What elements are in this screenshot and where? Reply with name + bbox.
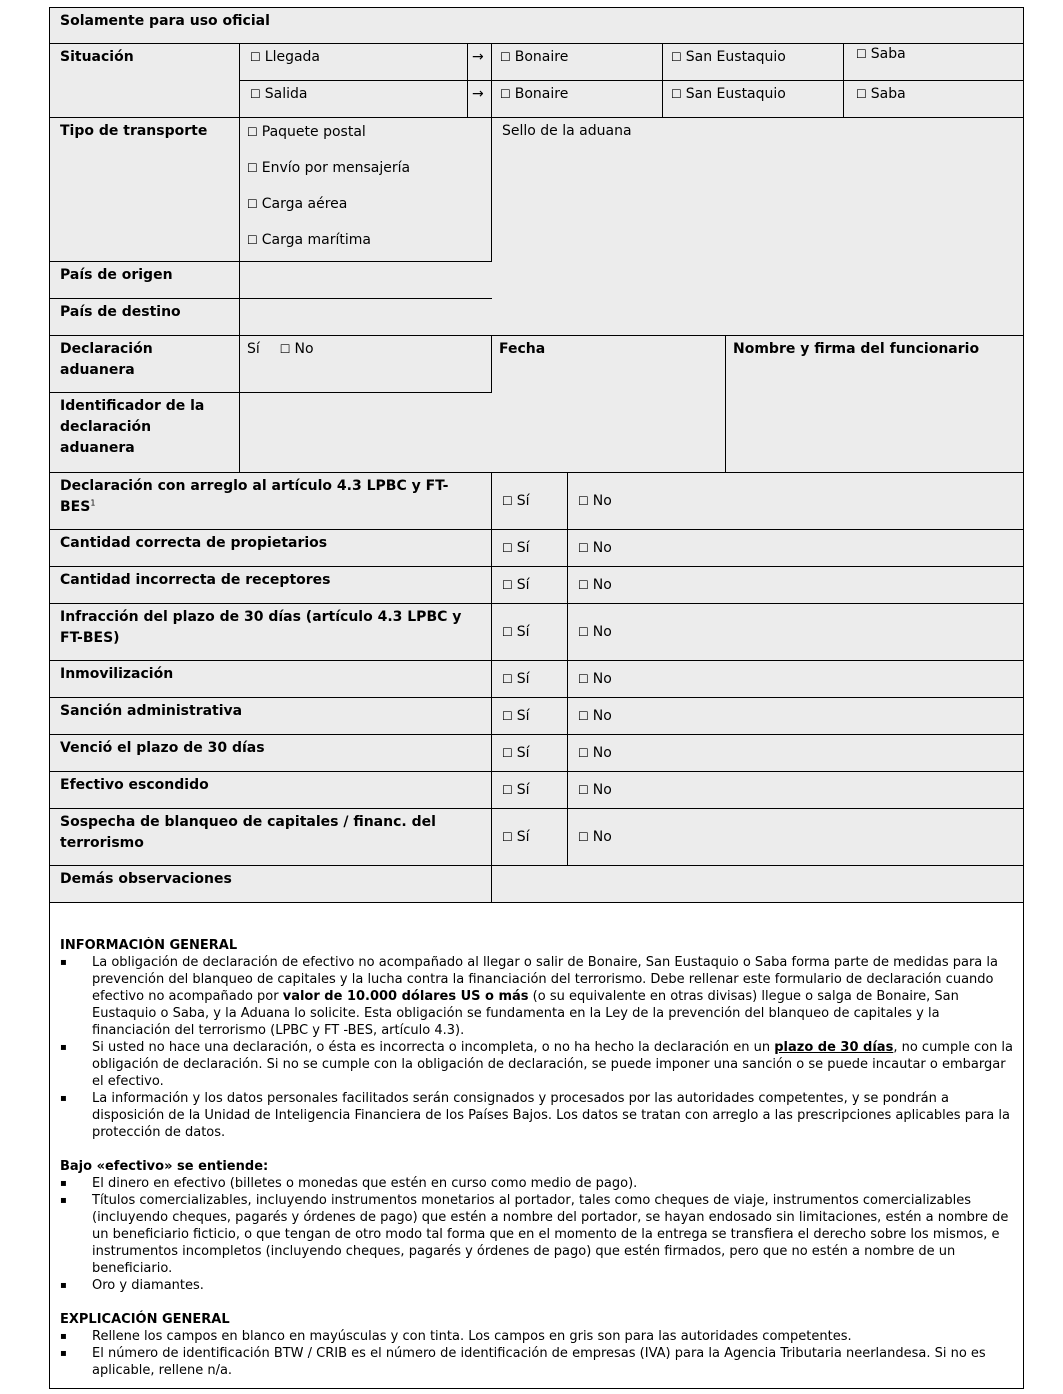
saba-label: Saba (870, 86, 906, 102)
situacion-label: Situación (60, 49, 134, 65)
question-no-option[interactable] (567, 566, 1024, 604)
list-item: ▪ El dinero en efectivo (billetes o monedas que estén en curso como medio de pago). (60, 1175, 1019, 1192)
yes-label: Sí (516, 829, 530, 845)
text: , no cumple con la obligación de declaración. Si no se cumple con la obligación de declaración, se puede imponer una sanción o se puede incautar o embargar el efectivo. (92, 1040, 1014, 1089)
question-label-cell (49, 660, 492, 698)
question-no-option[interactable] (567, 734, 1024, 772)
yes-label: Sí (516, 708, 530, 724)
question-label-cell (49, 529, 492, 567)
fecha-cell[interactable] (491, 335, 726, 473)
checkbox-icon[interactable]: ☐ (502, 672, 513, 686)
pais-destino-label: País de destino (60, 304, 181, 320)
llegada-san-eustaquio-option[interactable] (662, 43, 844, 81)
question-label: Declaración con arreglo al artículo 4.3 LPBC y FT-BES (60, 478, 449, 515)
checkbox-icon[interactable]: ☐ (502, 709, 513, 723)
arrow-cell-2 (467, 80, 492, 118)
question-yes-option[interactable] (491, 734, 568, 772)
question-label: Sospecha de blanqueo de capitales / financ. del terrorismo (60, 814, 436, 851)
declaracion-no-option[interactable]: No (294, 341, 314, 357)
no-label: No (592, 493, 612, 509)
question-yes-option[interactable] (491, 808, 568, 866)
observaciones-label: Demás observaciones (60, 871, 232, 887)
sello-aduana-cell[interactable] (491, 117, 1024, 335)
observaciones-field[interactable] (491, 865, 1024, 903)
checkbox-icon[interactable]: ☐ (250, 50, 261, 64)
pais-origen-field[interactable] (239, 261, 492, 299)
efectivo-list (60, 1175, 1019, 1294)
checkbox-icon[interactable]: ☐ (671, 50, 682, 64)
question-label: Sanción administrativa (60, 703, 243, 719)
bonaire-label: Bonaire (514, 86, 569, 102)
question-label-cell (49, 472, 492, 530)
question-label: Cantidad incorrecta de receptores (60, 572, 331, 588)
option-label: Carga marítima (261, 232, 372, 248)
blank-row (49, 902, 1024, 937)
checkbox-icon[interactable]: ☐ (247, 125, 258, 139)
llegada-option[interactable] (239, 43, 468, 81)
transporte-option-postal[interactable] (247, 121, 485, 157)
list-item: ▪ El número de identificación BTW / CRIB es el número de identificación de empresas (IVA) para la Agencia Tributaria neerlandesa. Si no es aplicable, rellene n/a. (60, 1345, 1019, 1379)
question-label-cell (49, 603, 492, 661)
text: (o su equivalente en otras divisas) llegue o salga de Bonaire, San Eustaquio o Saba, y la Aduana lo solicite. Esta obligación se fundamenta en la Ley de la prevención del blanqueo de capitales y la financiación del terrorismo (LPBC y FT -BES, artículo 4.3). (92, 989, 959, 1038)
bonaire-label: Bonaire (514, 49, 569, 65)
checkbox-icon[interactable]: ☐ (502, 830, 513, 844)
checkbox-icon[interactable]: ☐ (247, 161, 258, 175)
nombre-firma-label: Nombre y firma del funcionario (733, 341, 980, 357)
no-label: No (592, 829, 612, 845)
transporte-option-maritima[interactable] (247, 229, 485, 262)
llegada-bonaire-option[interactable] (491, 43, 663, 81)
identificador-label-cell (49, 392, 240, 473)
transporte-label: Tipo de transporte (60, 123, 208, 139)
no-label: No (592, 577, 612, 593)
text: Si usted no hace una declaración, o ésta es incorrecta o incompleta, o no ha hecho la declaración en un (92, 1040, 775, 1055)
question-no-option[interactable] (567, 529, 1024, 567)
llegada-saba-option[interactable] (843, 43, 1024, 81)
identificador-label: Identificador de la declaración aduanera (60, 398, 205, 456)
question-yes-option[interactable] (491, 697, 568, 735)
pais-destino-field[interactable] (239, 298, 492, 336)
sello-aduana-label: Sello de la aduana (502, 123, 632, 139)
checkbox-icon[interactable]: ☐ (279, 342, 291, 356)
transporte-options-cell (239, 117, 492, 262)
no-label: No (592, 782, 612, 798)
checkbox-icon[interactable]: ☐ (502, 746, 513, 760)
nombre-firma-cell[interactable] (725, 335, 1024, 473)
checkbox-icon[interactable]: ☐ (250, 87, 261, 101)
question-label: Inmovilización (60, 666, 174, 682)
list-item: ▪ La información y los datos personales facilitados serán consignados y procesados por las autoridades competentes, y se pondrán a disposición de la Unidad de Inteligencia Financiera de los Países Bajos. Los datos se tratan con arreglo a las prescripciones aplicables para la protección de datos. (60, 1090, 1019, 1141)
checkbox-icon[interactable]: ☐ (578, 494, 589, 508)
question-label-cell (49, 566, 492, 604)
yes-label: Sí (516, 540, 530, 556)
question-no-option[interactable] (567, 603, 1024, 661)
fecha-label: Fecha (499, 341, 546, 357)
list-item: ▪ Rellene los campos en blanco en mayúsculas y con tinta. Los campos en gris son para las autoridades competentes. (60, 1328, 1019, 1345)
salida-label: Salida (264, 86, 308, 102)
explicacion-list (60, 1328, 1019, 1379)
efectivo-title: Bajo «efectivo» se entiende: (60, 1159, 269, 1174)
no-label: No (592, 745, 612, 761)
question-label: Cantidad correcta de propietarios (60, 535, 328, 551)
checkbox-icon[interactable]: ☐ (500, 87, 511, 101)
checkbox-icon[interactable]: ☐ (247, 233, 258, 247)
yes-label: Sí (516, 493, 530, 509)
checkbox-icon[interactable]: ☐ (578, 625, 589, 639)
no-label: No (592, 671, 612, 687)
yes-label: Sí (516, 624, 530, 640)
question-yes-option[interactable] (491, 566, 568, 604)
checkbox-icon[interactable]: ☐ (502, 494, 513, 508)
arrow-right-icon: → (472, 86, 484, 102)
explicacion-title: EXPLICACIÓN GENERAL (60, 1312, 230, 1327)
checkbox-icon[interactable]: ☐ (671, 87, 682, 101)
checkbox-icon[interactable]: ☐ (578, 709, 589, 723)
declaracion-options-cell (239, 335, 492, 393)
question-label-cell (49, 771, 492, 809)
list-item (60, 954, 1019, 1039)
list-item: ▪ Oro y diamantes. (60, 1277, 1019, 1294)
option-label: Carga aérea (261, 196, 348, 212)
yes-label: Sí (516, 745, 530, 761)
question-no-option[interactable] (567, 771, 1024, 809)
arrow-right-icon: → (472, 49, 484, 65)
situacion-label-cell (49, 43, 240, 118)
checkbox-icon[interactable]: ☐ (578, 830, 589, 844)
question-no-option[interactable] (567, 472, 1024, 530)
no-label: No (592, 540, 612, 556)
yes-label: Sí (516, 671, 530, 687)
saba-label: Saba (870, 46, 906, 62)
question-label: Venció el plazo de 30 días (60, 740, 265, 756)
declaracion-label-cell (49, 335, 240, 393)
checkbox-icon[interactable]: ☐ (502, 625, 513, 639)
yes-label: Sí (516, 782, 530, 798)
list-item: ▪ Títulos comercializables, incluyendo instrumentos monetarios al portador, tales como cheques de viaje, instrumentos comercializables (incluyendo cheques, pagarés y órdenes de pago) que estén a nombre del portador, se hayan endosado sin limitaciones, estén a nombre de un beneficiario ficticio, o que tengan de otro modo tal forma que en el momento de la entrega se transfiera el derecho sobre los mismos, e instrumentos incompletos (incluyendo cheques, pagarés y órdenes de pago) que estén firmados, pero que no estén a nombre de un beneficiario. (60, 1192, 1019, 1277)
checkbox-icon[interactable]: ☐ (502, 541, 513, 555)
general-info-title: INFORMACIÓN GENERAL (60, 938, 238, 953)
question-yes-option[interactable] (491, 660, 568, 698)
question-no-option[interactable] (567, 660, 1024, 698)
checkbox-icon[interactable]: ☐ (578, 578, 589, 592)
general-info-list (60, 954, 1019, 1141)
identificador-field[interactable] (239, 392, 492, 473)
declaracion-label: Declaración aduanera (60, 341, 153, 378)
checkbox-icon[interactable]: ☐ (856, 47, 867, 61)
question-label-cell (49, 697, 492, 735)
question-no-option[interactable] (567, 808, 1024, 866)
checkbox-icon[interactable]: ☐ (578, 783, 589, 797)
declaracion-si-option[interactable]: Sí (247, 341, 260, 357)
option-label: Paquete postal (261, 124, 366, 140)
transporte-option-mensajeria[interactable] (247, 157, 485, 193)
pais-origen-label-cell (49, 261, 240, 299)
question-yes-option[interactable] (491, 603, 568, 661)
checkbox-icon[interactable]: ☐ (578, 672, 589, 686)
san-eustaquio-label: San Eustaquio (685, 49, 786, 65)
question-label-cell (49, 734, 492, 772)
yes-label: Sí (516, 577, 530, 593)
text: La obligación de declaración de efectivo no acompañado al llegar o salir de Bonaire, San Eustaquio o Saba forma parte de medidas para la prevención del blanqueo de capitales y la lucha contra la financiación del terrorismo. Debe rellenar este formulario de declaración cuando efectivo no acompañado por (92, 955, 998, 1004)
checkbox-icon[interactable]: ☐ (500, 50, 511, 64)
salida-option[interactable] (239, 80, 468, 118)
transporte-label-cell (49, 117, 240, 262)
bold-text: valor de 10.000 dólares US o más (282, 989, 529, 1004)
pais-origen-label: País de origen (60, 267, 173, 283)
checkbox-icon[interactable]: ☐ (502, 783, 513, 797)
question-yes-option[interactable] (491, 771, 568, 809)
salida-saba-option[interactable] (843, 80, 1024, 118)
checkbox-icon[interactable]: ☐ (578, 746, 589, 760)
salida-bonaire-option[interactable] (491, 80, 663, 118)
header-title: Solamente para uso oficial (60, 13, 270, 29)
observaciones-label-cell (49, 865, 492, 903)
san-eustaquio-label: San Eustaquio (685, 86, 786, 102)
pais-destino-label-cell (49, 298, 240, 336)
underlined-text: plazo de 30 días (774, 1040, 894, 1055)
checkbox-icon[interactable]: ☐ (502, 578, 513, 592)
question-label-cell (49, 808, 492, 866)
question-no-option[interactable] (567, 697, 1024, 735)
general-information (50, 937, 1023, 1387)
checkbox-icon[interactable]: ☐ (856, 87, 867, 101)
question-yes-option[interactable] (491, 529, 568, 567)
transporte-option-aerea[interactable] (247, 193, 485, 229)
no-label: No (592, 708, 612, 724)
footnote-marker: 1 (90, 498, 96, 508)
arrow-cell-1 (467, 43, 492, 81)
llegada-label: Llegada (264, 49, 320, 65)
salida-san-eustaquio-option[interactable] (662, 80, 844, 118)
checkbox-icon[interactable]: ☐ (578, 541, 589, 555)
question-yes-option[interactable] (491, 472, 568, 530)
question-label: Efectivo escondido (60, 777, 209, 793)
no-label: No (592, 624, 612, 640)
option-label: Envío por mensajería (261, 160, 411, 176)
question-label: Infracción del plazo de 30 días (artículo 4.3 LPBC y FT-BES) (60, 609, 462, 646)
checkbox-icon[interactable]: ☐ (247, 197, 258, 211)
list-item (60, 1039, 1019, 1090)
official-use-header (49, 7, 1024, 44)
